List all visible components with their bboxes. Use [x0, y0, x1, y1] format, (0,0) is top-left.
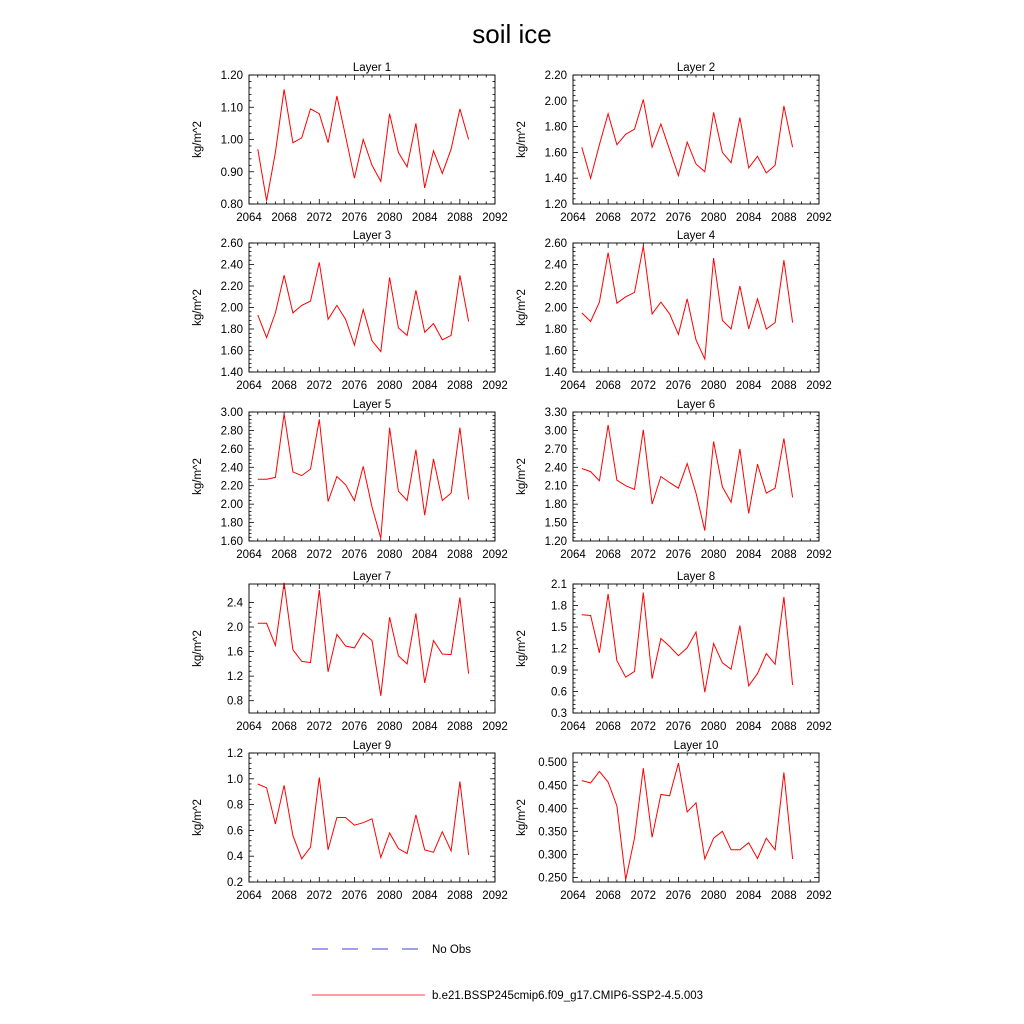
x-tick-label: 2072 [306, 212, 333, 224]
x-tick-label: 2068 [595, 890, 621, 902]
x-tick-label: 2072 [306, 549, 333, 561]
x-tick-label: 2072 [630, 721, 657, 733]
legend-model-label: b.e21.BSSP245cmip6.f09_g17.CMIP6-SSP2-4.5.003 [432, 990, 704, 1002]
y-tick-label: 1.80 [220, 324, 243, 336]
y-tick-label: 2.60 [220, 238, 243, 250]
y-tick-label: 0.400 [538, 803, 567, 816]
y-tick-label: 1.8 [551, 600, 567, 613]
x-tick-label: 2084 [735, 721, 762, 733]
x-tick-label: 2092 [806, 212, 832, 224]
panel-title: Layer 9 [352, 740, 392, 752]
y-tick-label: 1.2 [227, 748, 243, 760]
y-tick-label: 1.5 [551, 622, 567, 634]
x-tick-label: 2076 [665, 380, 692, 392]
panel-title: Layer 3 [352, 230, 392, 242]
x-tick-label: 2068 [595, 212, 621, 224]
x-tick-label: 2092 [806, 549, 832, 561]
y-tick-label: 2.40 [544, 259, 567, 272]
y-tick-label: 2.20 [220, 480, 243, 493]
x-tick-label: 2068 [271, 721, 297, 733]
y-tick-label: 2.20 [220, 281, 243, 293]
y-tick-label: 2.70 [544, 443, 567, 456]
y-tick-label: 1.80 [544, 121, 567, 134]
y-tick-label: 1.60 [544, 345, 567, 358]
x-tick-label: 2084 [411, 890, 438, 902]
x-tick-label: 2072 [630, 890, 657, 902]
x-tick-label: 2068 [595, 549, 621, 561]
y-tick-label: 0.8 [227, 799, 243, 812]
x-tick-label: 2092 [482, 549, 508, 561]
x-tick-label: 2064 [236, 380, 262, 392]
x-tick-label: 2072 [630, 380, 657, 392]
y-tick-label: 0.8 [227, 695, 243, 708]
x-tick-label: 2076 [341, 380, 368, 392]
y-tick-label: 3.30 [544, 407, 567, 419]
panel-title: Layer 5 [352, 399, 392, 411]
x-tick-label: 2076 [665, 212, 692, 224]
x-tick-label: 2088 [447, 549, 473, 561]
x-tick-label: 2092 [482, 890, 508, 902]
y-tick-label: 2.80 [220, 425, 243, 438]
y-tick-label: 1.80 [544, 324, 567, 336]
y-tick-label: 0.250 [538, 872, 567, 885]
x-tick-label: 2068 [271, 380, 297, 392]
x-tick-label: 2072 [306, 721, 333, 733]
y-tick-label: 1.10 [220, 102, 243, 115]
y-tick-label: 0.450 [538, 780, 567, 793]
x-tick-label: 2084 [411, 380, 438, 392]
y-tick-label: 2.00 [220, 499, 243, 512]
x-tick-label: 2084 [411, 549, 438, 561]
x-tick-label: 2092 [806, 721, 832, 733]
legend-no-obs-label: No Obs [432, 944, 471, 956]
y-tick-label: 2.00 [544, 302, 567, 315]
y-tick-label: 1.20 [220, 70, 243, 82]
x-tick-label: 2080 [376, 890, 403, 902]
y-axis-label: kg/m^2 [516, 121, 528, 158]
y-tick-label: 2.00 [220, 302, 243, 315]
x-tick-label: 2088 [771, 890, 797, 902]
y-tick-label: 3.00 [544, 425, 567, 438]
y-tick-label: 2.40 [220, 259, 243, 272]
y-tick-label: 1.80 [220, 517, 243, 530]
y-tick-label: 0.350 [538, 826, 567, 839]
x-tick-label: 2088 [771, 549, 797, 561]
y-tick-label: 1.40 [544, 173, 567, 186]
panel-title: Layer 2 [676, 62, 716, 74]
x-tick-label: 2084 [411, 721, 438, 733]
panel-title: Layer 10 [673, 740, 719, 752]
x-tick-label: 2080 [700, 890, 727, 902]
y-tick-label: 1.40 [220, 367, 243, 379]
x-tick-label: 2080 [700, 212, 727, 224]
y-axis-label: kg/m^2 [192, 630, 204, 667]
panel-title: Layer 4 [676, 230, 716, 242]
y-tick-label: 1.20 [544, 199, 567, 211]
y-tick-label: 2.20 [544, 281, 567, 293]
y-axis-label: kg/m^2 [516, 289, 528, 326]
x-tick-label: 2084 [411, 212, 438, 224]
x-tick-label: 2064 [560, 212, 586, 224]
x-tick-label: 2092 [482, 212, 508, 224]
y-tick-label: 0.300 [538, 849, 567, 862]
x-tick-label: 2092 [806, 890, 832, 902]
x-tick-label: 2072 [306, 890, 333, 902]
panel-title: Layer 8 [676, 571, 716, 583]
x-tick-label: 2064 [560, 380, 586, 392]
x-tick-label: 2080 [376, 380, 403, 392]
y-tick-label: 1.50 [544, 517, 567, 530]
x-tick-label: 2072 [630, 212, 657, 224]
x-tick-label: 2064 [560, 549, 586, 561]
x-tick-label: 2076 [665, 721, 692, 733]
x-tick-label: 2072 [306, 380, 333, 392]
x-tick-label: 2064 [236, 212, 262, 224]
y-tick-label: 0.90 [220, 166, 243, 179]
y-tick-label: 2.00 [544, 95, 567, 108]
y-axis-label: kg/m^2 [192, 121, 204, 158]
y-tick-label: 1.2 [227, 671, 243, 684]
x-tick-label: 2084 [735, 380, 762, 392]
x-tick-label: 2080 [376, 549, 403, 561]
y-tick-label: 1.00 [220, 134, 243, 147]
y-tick-label: 1.60 [220, 345, 243, 358]
x-tick-label: 2076 [341, 890, 368, 902]
y-tick-label: 1.2 [551, 643, 567, 656]
x-tick-label: 2064 [236, 549, 262, 561]
y-tick-label: 0.9 [551, 665, 567, 677]
y-tick-label: 2.4 [227, 597, 243, 610]
y-tick-label: 1.0 [227, 773, 243, 786]
y-tick-label: 0.80 [220, 199, 243, 211]
y-tick-label: 0.4 [227, 851, 243, 864]
x-tick-label: 2064 [236, 890, 262, 902]
y-axis-label: kg/m^2 [516, 630, 528, 667]
x-tick-label: 2084 [735, 890, 762, 902]
x-tick-label: 2076 [341, 721, 368, 733]
y-tick-label: 1.60 [220, 536, 243, 548]
x-tick-label: 2088 [447, 890, 473, 902]
x-tick-label: 2080 [376, 721, 403, 733]
figure-title: soil ice [472, 19, 552, 49]
y-tick-label: 2.60 [544, 238, 567, 250]
y-tick-label: 2.20 [544, 70, 567, 82]
y-tick-label: 0.3 [551, 708, 567, 720]
x-tick-label: 2088 [447, 380, 473, 392]
y-axis-label: kg/m^2 [192, 289, 204, 326]
y-tick-label: 1.20 [544, 536, 567, 548]
panel-title: Layer 7 [352, 571, 392, 583]
x-tick-label: 2092 [482, 380, 508, 392]
x-tick-label: 2080 [376, 212, 403, 224]
x-tick-label: 2064 [236, 721, 262, 733]
x-tick-label: 2068 [271, 212, 297, 224]
x-tick-label: 2076 [341, 212, 368, 224]
y-tick-label: 1.60 [544, 147, 567, 160]
x-tick-label: 2064 [560, 890, 586, 902]
x-tick-label: 2076 [341, 549, 368, 561]
x-tick-label: 2076 [665, 549, 692, 561]
x-tick-label: 2068 [595, 721, 621, 733]
x-tick-label: 2084 [735, 212, 762, 224]
x-tick-label: 2072 [630, 549, 657, 561]
x-tick-label: 2088 [771, 721, 797, 733]
y-tick-label: 1.80 [544, 499, 567, 512]
x-tick-label: 2088 [447, 721, 473, 733]
x-tick-label: 2080 [700, 721, 727, 733]
y-axis-label: kg/m^2 [192, 799, 204, 836]
y-tick-label: 0.6 [227, 825, 243, 838]
y-tick-label: 0.500 [538, 757, 567, 770]
y-tick-label: 2.40 [544, 462, 567, 475]
y-axis-label: kg/m^2 [192, 458, 204, 495]
y-tick-label: 1.40 [544, 367, 567, 379]
y-tick-label: 1.6 [227, 646, 243, 659]
panel-title: Layer 6 [676, 399, 716, 411]
y-axis-label: kg/m^2 [516, 458, 528, 495]
x-tick-label: 2084 [735, 549, 762, 561]
x-tick-label: 2080 [700, 380, 727, 392]
x-tick-label: 2092 [482, 721, 508, 733]
x-tick-label: 2076 [665, 890, 692, 902]
y-tick-label: 2.60 [220, 443, 243, 456]
x-tick-label: 2092 [806, 380, 832, 392]
y-tick-label: 2.40 [220, 462, 243, 475]
x-tick-label: 2068 [595, 380, 621, 392]
panel-title: Layer 1 [352, 62, 392, 74]
y-tick-label: 3.00 [220, 407, 243, 419]
x-tick-label: 2080 [700, 549, 727, 561]
x-tick-label: 2088 [771, 212, 797, 224]
y-tick-label: 2.1 [551, 579, 567, 591]
x-tick-label: 2064 [560, 721, 586, 733]
x-tick-label: 2088 [447, 212, 473, 224]
y-tick-label: 2.10 [544, 480, 567, 493]
x-tick-label: 2088 [771, 380, 797, 392]
x-tick-label: 2068 [271, 890, 297, 902]
y-tick-label: 2.0 [227, 622, 243, 634]
x-tick-label: 2068 [271, 549, 297, 561]
y-tick-label: 0.6 [551, 686, 567, 699]
y-tick-label: 0.2 [227, 877, 243, 889]
y-axis-label: kg/m^2 [516, 799, 528, 836]
